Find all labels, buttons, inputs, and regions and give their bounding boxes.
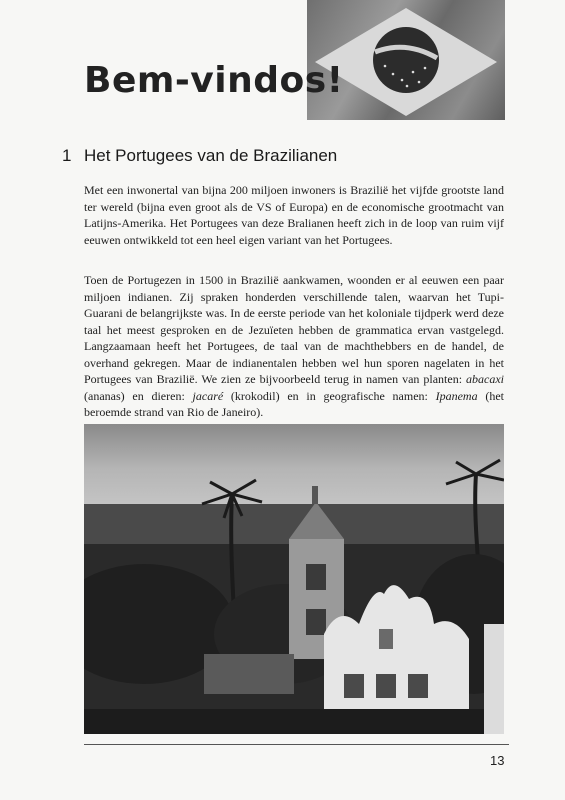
term-jacare: jacaré: [192, 388, 224, 403]
paragraph-1: Met een inwonertal van bijna 200 miljoen inwoners is Brazilië het vijfde grootste land ter wereld (bijna even groot als de VS of Europa) en de economische grootmacht van Latijns-Amerika. Het Portugees van deze Bralianen heeft zich in de loop van ruim vijf eeuwen ontwikkeld tot een heel eigen variant van het Portugees.: [84, 183, 504, 247]
section-heading: [62, 146, 337, 166]
term-ipanema: Ipanema: [435, 388, 478, 403]
page-number: 13: [490, 753, 505, 768]
olinda-church-photo: [84, 424, 504, 734]
paragraph-2-text-c: (krokodil) en in geografische namen:: [223, 388, 436, 403]
paragraph-2-text-b: (ananas) en dieren:: [84, 388, 193, 403]
term-abacaxi: abacaxi: [466, 372, 504, 386]
section-number: 1: [62, 146, 72, 165]
paragraph-2-text: Toen de Portugezen in 1500 in Brazilië aankwamen, woonden er al eeuwen een paar miljoen indianen. Zij spraken honderden verschillende talen, waarvan het Tupi-Guarani de belangrijkste was. In de eerste periode van het koloniale tijdperk werd deze taal het meest gesproken en de Jezuïeten hebben de grammatica ervan vastgelegd. Langzaamaan heeft het Portugees, de taal van de machthebbers en de handel, de overhand gekregen. Maar de indianentalen hebben wel hun sporen nagelaten in het Portugees van Brazilië. We zien ze bijvoorbeeld terug in namen van planten:: [84, 273, 504, 386]
paragraph-2-text-d: (het beroemde strand van Rio de Janeiro).: [84, 388, 505, 419]
page-title: Bem-vindos!: [84, 60, 344, 101]
paragraph-2: [84, 272, 504, 421]
section-title: Het Portugees van de Brazilianen: [84, 146, 338, 165]
footer-rule: [84, 744, 509, 745]
